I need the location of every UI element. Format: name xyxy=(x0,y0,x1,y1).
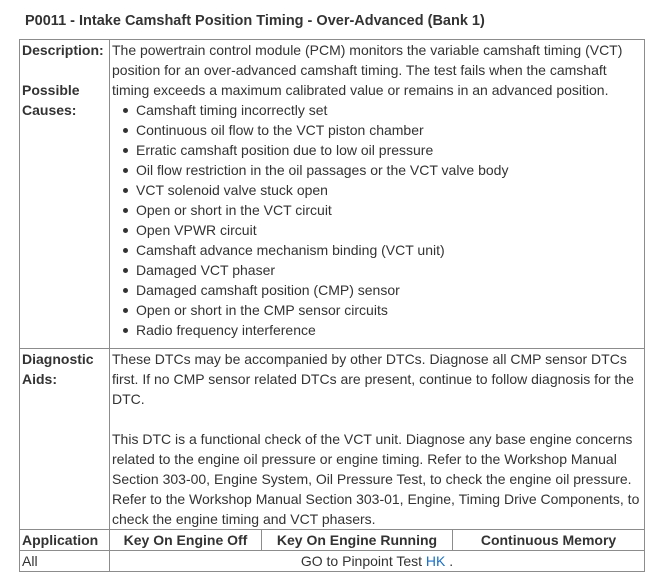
application-header-row xyxy=(20,530,645,551)
list-item: Oil flow restriction in the oil passages or the VCT valve body xyxy=(112,160,642,180)
list-item: Open or short in the VCT circuit xyxy=(112,200,642,220)
description-label-text: Description: xyxy=(22,42,104,58)
description-content xyxy=(110,40,645,349)
list-item: Open VPWR circuit xyxy=(112,220,642,240)
diagnostic-aids-content xyxy=(110,349,645,530)
list-item: Radio frequency interference xyxy=(112,320,642,340)
dtc-table xyxy=(19,39,645,572)
header-key-on-engine-off: Key On Engine Off xyxy=(110,530,262,551)
application-value: All xyxy=(20,551,110,572)
diagnostic-aids-paragraph-2: This DTC is a functional check of the VCT unit. Diagnose any base engine concerns related to the engine oil pressure or engine timing. Refer to the Workshop Manual Section 303-00, Engine System, Oil Pressure Test, to check the engine oil pressure. Refer to the Workshop Manual Section 303-01, Engine, Timing Drive Components, to check the engine timing and VCT phasers. xyxy=(112,431,640,527)
causes-label-line2: Causes: xyxy=(22,102,77,118)
list-item: Damaged VCT phaser xyxy=(112,260,642,280)
description-label xyxy=(20,40,110,349)
pinpoint-test-cell xyxy=(110,551,645,572)
diagnostic-aids-row xyxy=(20,349,645,530)
list-item: VCT solenoid valve stuck open xyxy=(112,180,642,200)
list-item: Camshaft timing incorrectly set xyxy=(112,100,642,120)
list-item: Damaged camshaft position (CMP) sensor xyxy=(112,280,642,300)
causes-list xyxy=(112,100,642,340)
pinpoint-test-link[interactable]: HK xyxy=(425,553,446,569)
diagnostic-aids-label-line2: Aids: xyxy=(22,371,57,387)
header-continuous-memory: Continuous Memory xyxy=(453,530,645,551)
description-row xyxy=(20,40,645,349)
page-title: P0011 - Intake Camshaft Position Timing - Over-Advanced (Bank 1) xyxy=(25,13,485,29)
list-item: Continuous oil flow to the VCT piston chamber xyxy=(112,120,642,140)
list-item: Open or short in the CMP sensor circuits xyxy=(112,300,642,320)
list-item: Erratic camshaft position due to low oil pressure xyxy=(112,140,642,160)
diagnostic-aids-label-line1: Diagnostic xyxy=(22,351,94,367)
causes-label-line1: Possible xyxy=(22,82,80,98)
list-item: Camshaft advance mechanism binding (VCT unit) xyxy=(112,240,642,260)
pinpoint-prefix: GO to Pinpoint Test xyxy=(300,553,426,569)
header-application: Application xyxy=(20,530,110,551)
description-text: The powertrain control module (PCM) monitors the variable camshaft timing (VCT) position for an over-advanced camshaft timing. The test fails when the camshaft timing exceeds a maximum calibrated value or remains in an advanced position. xyxy=(112,42,623,98)
diagnostic-aids-label xyxy=(20,349,110,530)
pinpoint-suffix: . xyxy=(445,553,454,569)
header-key-on-engine-running: Key On Engine Running xyxy=(262,530,453,551)
application-row xyxy=(20,551,645,572)
diagnostic-aids-paragraph-1: These DTCs may be accompanied by other DTCs. Diagnose all CMP sensor DTCs first. If no CMP sensor related DTCs are present, continue to follow diagnosis for the DTC. xyxy=(112,351,634,407)
